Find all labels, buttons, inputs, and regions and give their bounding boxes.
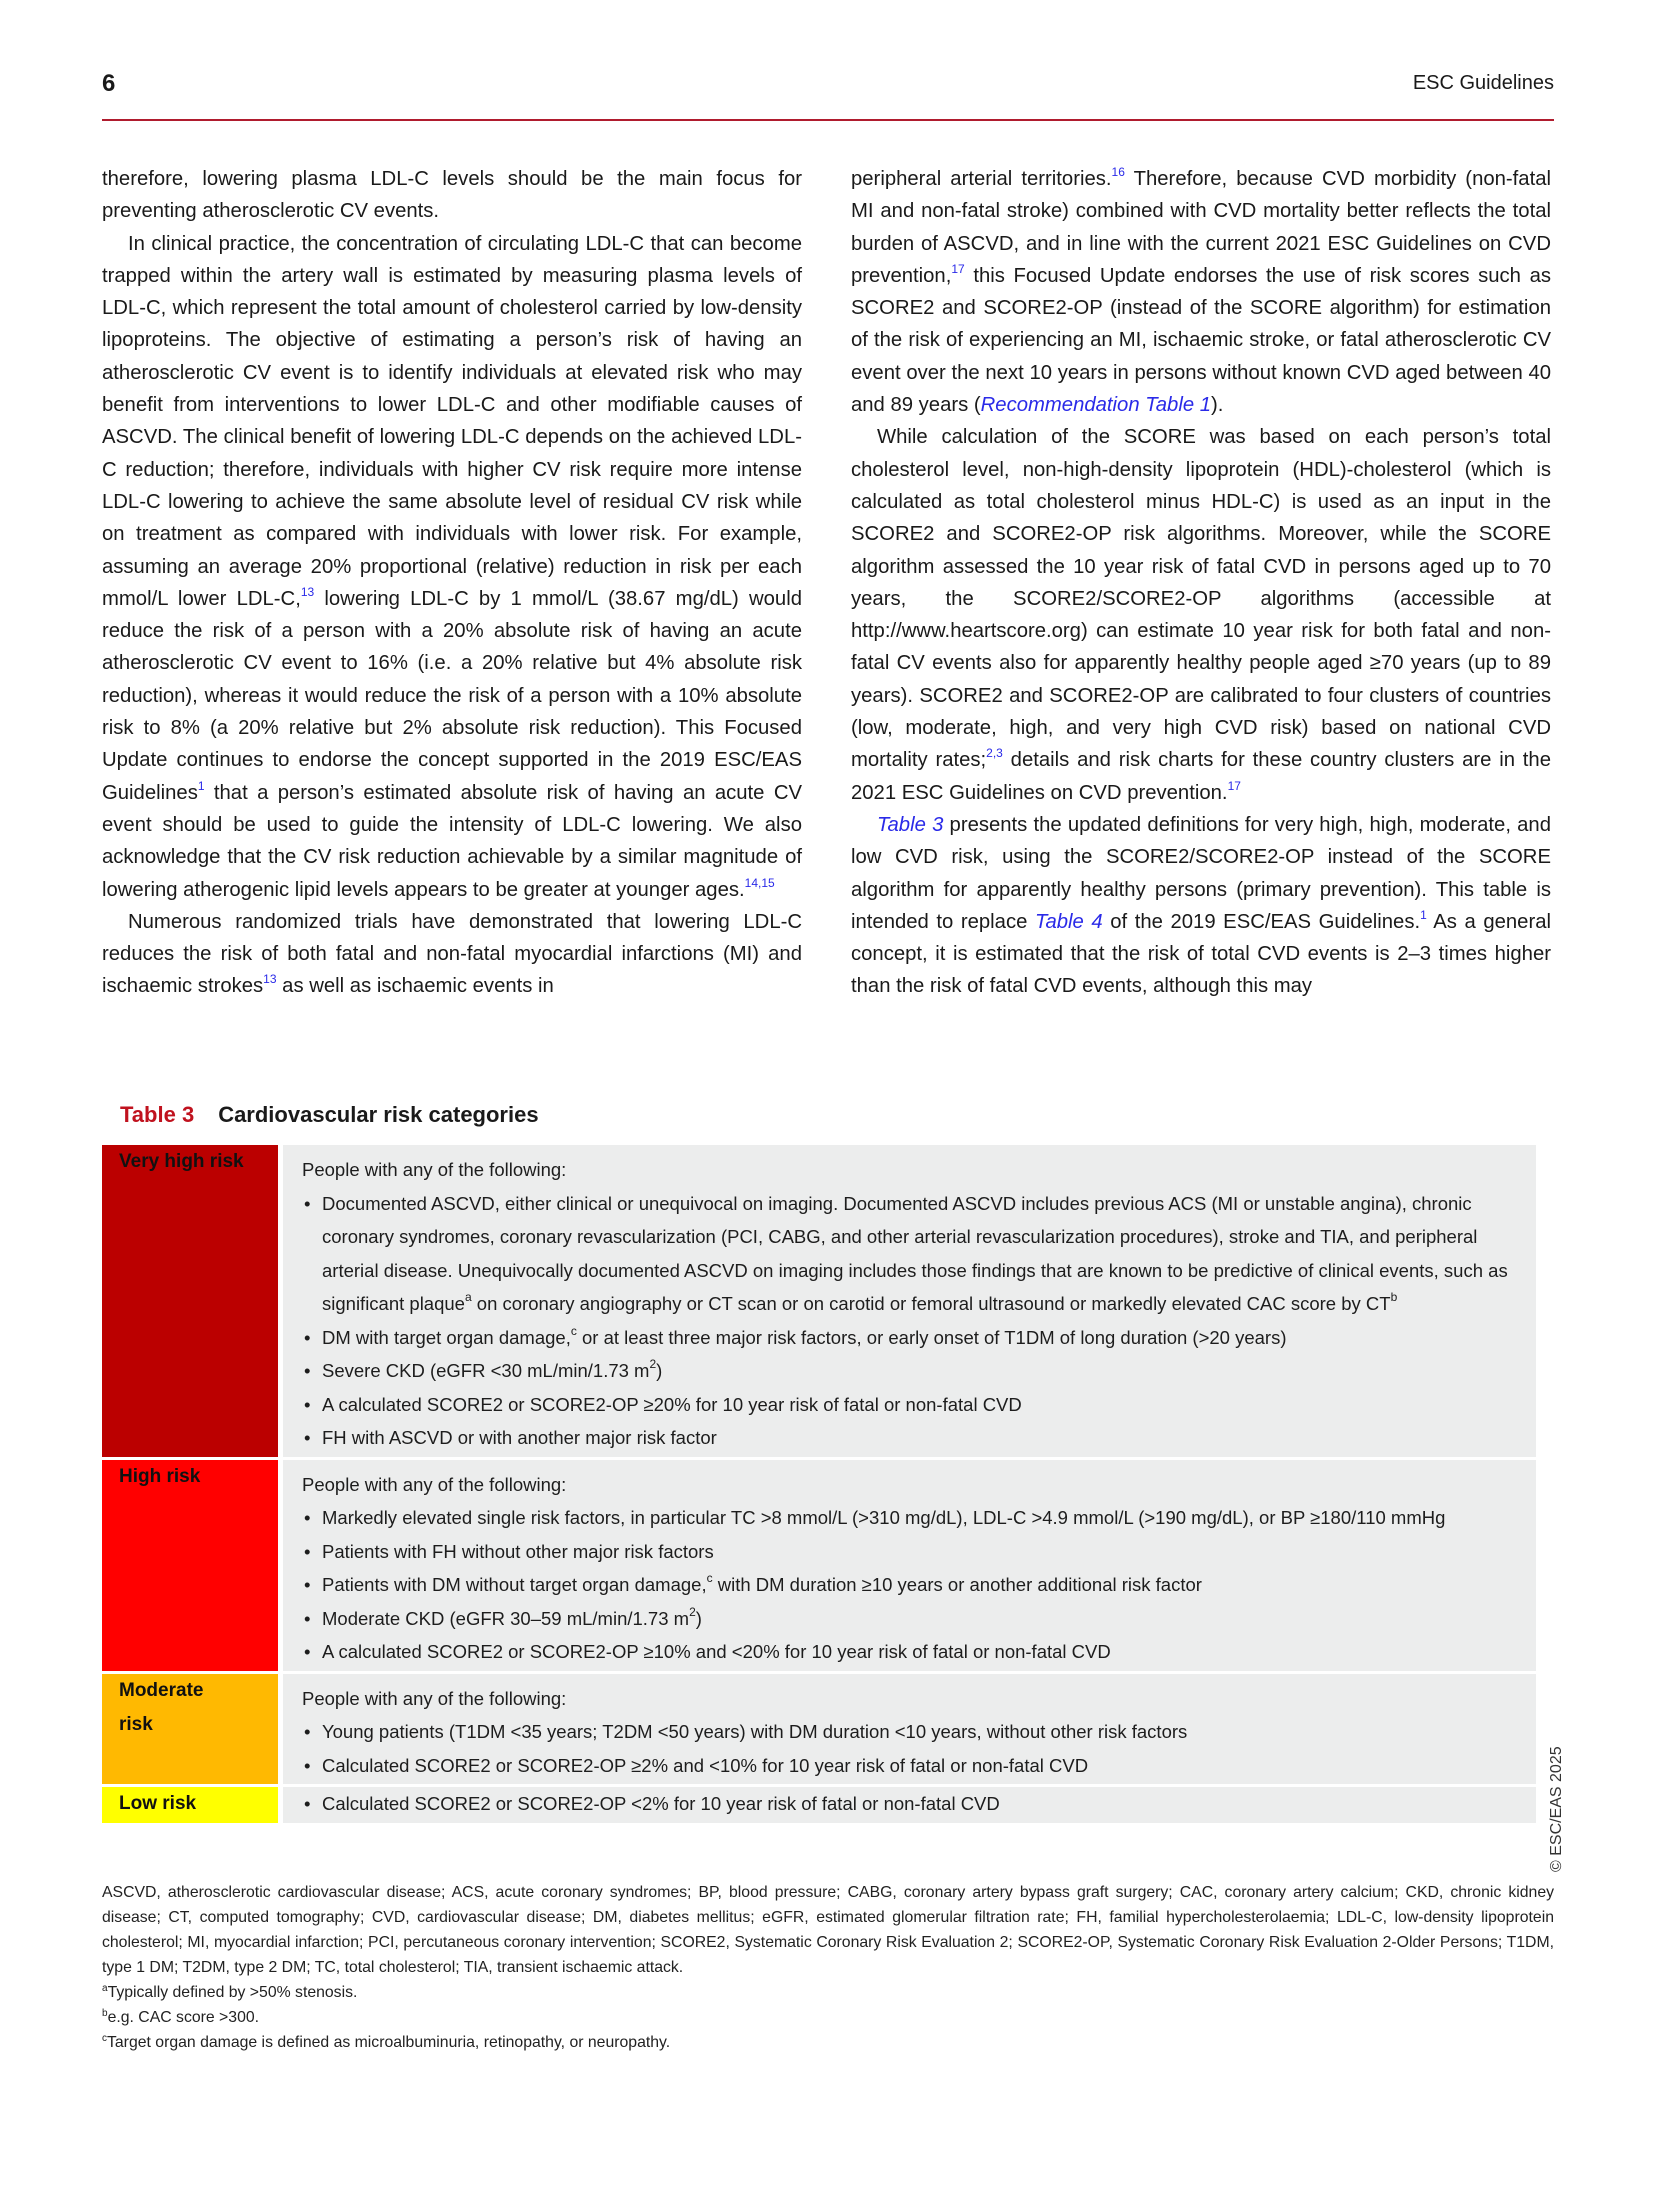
criteria-text: DM with target organ damage, xyxy=(322,1326,571,1348)
citation-link[interactable]: 1 xyxy=(197,778,205,793)
criteria-text: Moderate CKD (eGFR 30–59 mL/min/1.73 m xyxy=(322,1607,690,1629)
criteria-item xyxy=(302,1187,1536,1321)
risk-label: Moderate risk xyxy=(102,1674,278,1785)
criteria-item xyxy=(302,1354,1536,1388)
paragraph-text: While calculation of the SCORE was based on each person’s total cholesterol level, non-high-density lipoprotein (HDL)-cholesterol (which is calculated as total cholesterol minus HDL-C) is used as an input in the SCORE2 and SCORE2-OP risk algorithms. Moreover, while the SCORE algorithm assessed the 10 year risk of fatal CVD in persons aged up to 70 years, the SCORE2/SCORE2-OP algorithms (accessible at http://www.heartscore.org) can estimate 10 year risk for both fatal and non-fatal CV events also for apparently healthy people aged ≥70 years (up to 89 years). SCORE2 and SCORE2-OP are calibrated to four clusters of countries (low, moderate, high, and very high CVD risk) based on national CVD mortality rates; xyxy=(851,426,1551,772)
criteria-intro: People with any of the following: xyxy=(302,1159,567,1180)
footnote-mark: b xyxy=(1390,1290,1398,1304)
paragraph-text: In clinical practice, the concentration of circulating LDL-C that can become trapped within the artery wall is estimated by measuring plasma levels of LDL-C, which represent the total amount of cholesterol carried by low-density lipoproteins. The objective of estimating a person’s risk of having an atherosclerotic CV event is to identify individuals at elevated risk who may benefit from interventions to lower LDL-C and other modifiable causes of ASCVD. The clinical benefit of lowering LDL-C depends on the achieved LDL-C reduction; therefore, individuals with higher CV risk require more intense LDL-C lowering to achieve the same absolute level of residual CV risk while on treatment as compared with individuals with lower risk. For example, assuming an average 20% proportional (relative) reduction in risk per each mmol/L lower LDL-C, xyxy=(102,232,802,610)
paragraph-text: that a person’s estimated absolute risk of having an acute CV event should be used to guide the intensity of LDL-C lowering. We also acknowledge that the CV risk reduction achievable by a similar magnitude of lowering atherogenic lipid levels appears to be greater at younger ages. xyxy=(102,781,802,901)
criteria-item: • A calculated SCORE2 or SCORE2-OP ≥20% for 10 year risk of fatal or non-fatal CVD xyxy=(302,1388,1536,1422)
risk-label-text: Very high risk xyxy=(119,1151,244,1172)
risk-row-high xyxy=(102,1460,1536,1671)
risk-categories-table xyxy=(102,1145,1536,1826)
citation-link[interactable]: 13 xyxy=(300,584,315,599)
right-column xyxy=(851,163,1551,1003)
superscript: 2 xyxy=(649,1357,657,1371)
paragraph xyxy=(102,906,802,1003)
citation-link[interactable]: 1 xyxy=(1420,907,1427,922)
criteria-item: • Markedly elevated single risk factors, in particular TC >8 mmol/L (>310 mg/dL), LDL-C >4.9 mmol/L (>190 mg/dL), or BP ≥180/110 mmHg xyxy=(302,1501,1536,1535)
risk-label: High risk xyxy=(102,1460,278,1671)
criteria-list xyxy=(302,1715,1536,1782)
copyright-notice: © ESC/EAS 2025 xyxy=(1548,1746,1565,1872)
footnote-text: Target organ damage is defined as microalbuminuria, retinopathy, or neuropathy. xyxy=(107,2034,671,2051)
table-3-link[interactable]: Table 3 xyxy=(877,813,944,836)
footnote-c xyxy=(102,2030,1554,2055)
risk-criteria xyxy=(283,1674,1536,1785)
table-number: Table 3 xyxy=(120,1102,195,1127)
risk-row-very-high xyxy=(102,1145,1536,1457)
criteria-item: • A calculated SCORE2 or SCORE2-OP ≥10% and <20% for 10 year risk of fatal or non-fatal CVD xyxy=(302,1635,1536,1669)
paragraph xyxy=(102,163,802,228)
risk-criteria xyxy=(283,1787,1536,1823)
footnote-mark: a xyxy=(102,1983,108,1994)
citation-link[interactable]: 16 xyxy=(1111,165,1125,179)
criteria-intro: People with any of the following: xyxy=(302,1687,567,1709)
paragraph-text: Therefore, because CVD morbidity (non-fatal MI and non-fatal stroke) combined with CVD mortality better reflects the total burden of ASCVD, and in line with the current 2021 ESC Guidelines on CVD prevention, xyxy=(851,168,1551,287)
criteria-item: • Young patients (T1DM <35 years; T2DM <50 years) with DM duration <10 years, without other risk factors xyxy=(302,1715,1536,1749)
paragraph xyxy=(851,421,1551,809)
risk-label: Low risk xyxy=(102,1787,278,1823)
criteria-item xyxy=(302,1602,1536,1636)
risk-criteria xyxy=(283,1460,1536,1671)
criteria-text: ) xyxy=(656,1360,663,1381)
paragraph-text: this Focused Update endorses the use of risk scores such as SCORE2 and SCORE2-OP (instead of the SCORE algorithm) for estimation of the risk of experiencing an MI, ischaemic stroke, or fatal atherosclerotic CV event over the next 10 years in persons without known CVD aged between 40 and 89 years ( xyxy=(851,264,1551,417)
criteria-list xyxy=(302,1787,1536,1821)
running-head: ESC Guidelines xyxy=(1412,72,1554,94)
risk-row-low xyxy=(102,1787,1536,1823)
criteria-item: • Patients with FH without other major risk factors xyxy=(302,1535,1536,1569)
recommendation-table-link[interactable]: Recommendation Table 1 xyxy=(980,394,1212,417)
criteria-text: with DM duration ≥10 years or another additional risk factor xyxy=(712,1574,1202,1595)
paragraph-text: As a general concept, it is estimated that the risk of total CVD events is 2–3 times higher than the risk of fatal CVD events, although this may xyxy=(851,910,1551,998)
superscript: 2 xyxy=(689,1604,696,1619)
paragraph-text: ). xyxy=(1211,394,1224,417)
criteria-text: Severe CKD (eGFR <30 mL/min/1.73 m xyxy=(322,1360,650,1381)
citation-link[interactable]: 13 xyxy=(263,972,277,987)
paragraph xyxy=(851,809,1551,1003)
paragraph xyxy=(851,163,1551,421)
paragraph-text: Numerous randomized trials have demonstrated that lowering LDL-C reduces the risk of both fatal and non-fatal myocardial infarctions (MI) and ischaemic strokes xyxy=(102,910,802,998)
criteria-item: • Calculated SCORE2 or SCORE2-OP ≥2% and <10% for 10 year risk of fatal or non-fatal CVD xyxy=(302,1749,1536,1783)
criteria-text: ) xyxy=(695,1607,702,1629)
citation-link[interactable]: 17 xyxy=(1227,778,1241,793)
header-rule xyxy=(102,119,1554,121)
page-number: 6 xyxy=(102,70,116,97)
citation-link[interactable]: 2,3 xyxy=(986,746,1003,761)
paragraph-text: presents the updated definitions for very high, high, moderate, and low CVD risk, using the SCORE2/SCORE2-OP instead of the SCORE algorithm for apparently healthy persons (primary prevention). This table is intended to replace xyxy=(851,813,1551,933)
footnote-mark: a xyxy=(464,1290,472,1304)
paragraph-text: peripheral arterial territories. xyxy=(851,168,1112,190)
paragraph-text: of the 2019 ESC/EAS Guidelines. xyxy=(1102,910,1421,933)
criteria-list xyxy=(302,1501,1536,1669)
criteria-text: Documented ASCVD, either clinical or unequivocal on imaging. Documented ASCVD includes previous ACS (MI or unstable angina), chronic coronary syndromes, coronary revascularization (PCI, CABG, and other arterial revascularization procedures), stroke and TIA, and peripheral arterial disease. Unequivocally documented ASCVD on imaging includes those findings that are known to be predictive of clinical events, such as significant plaque xyxy=(322,1192,1508,1314)
footnote-mark: c xyxy=(570,1323,577,1338)
criteria-item xyxy=(302,1321,1536,1355)
footnote-mark: c xyxy=(706,1571,713,1585)
citation-link[interactable]: 17 xyxy=(951,261,965,276)
footnote-b xyxy=(102,2005,1554,2030)
table-title: Cardiovascular risk categories xyxy=(218,1102,539,1127)
criteria-text: on coronary angiography or CT scan or on carotid or femoral ultrasound or markedly elevated CAC score by CT xyxy=(471,1293,1391,1314)
table-caption xyxy=(120,1102,539,1128)
paragraph xyxy=(102,228,802,906)
footnote-text: Typically defined by >50% stenosis. xyxy=(107,1984,358,2001)
criteria-list xyxy=(302,1187,1536,1455)
paragraph-text: therefore, lowering plasma LDL-C levels should be the main focus for preventing atherosclerotic CV events. xyxy=(102,168,802,223)
table-footnotes xyxy=(102,1880,1554,2055)
footnote-mark: c xyxy=(102,2033,107,2044)
footnote-a xyxy=(102,1980,1554,2005)
paragraph-text: lowering LDL-C by 1 mmol/L (38.67 mg/dL) would reduce the risk of a person with a 20% absolute risk of having an acute atherosclerotic CV event to 16% (i.e. a 20% relative but 4% absolute risk reduction), whereas it would reduce the risk of a person with a 10% absolute risk to 8% (a 20% relative but 2% absolute risk reduction). This Focused Update continues to endorse the concept supported in the 2019 ESC/EAS Guidelines xyxy=(102,587,802,804)
footnote-mark: b xyxy=(102,2008,108,2019)
abbreviations: ASCVD, atherosclerotic cardiovascular disease; ACS, acute coronary syndromes; BP, blood pressure; CABG, coronary artery bypass graft surgery; CAC, coronary artery calcium; CKD, chronic kidney disease; CT, computed tomography; CVD, cardiovascular disease; DM, diabetes mellitus; eGFR, estimated glomerular filtration rate; FH, familial hypercholesterolaemia; LDL-C, low-density lipoprotein cholesterol; MI, myocardial infarction; PCI, percutaneous coronary intervention; SCORE2, Systematic Coronary Risk Evaluation 2; SCORE2-OP, Systematic Coronary Risk Evaluation 2-Older Persons; T1DM, type 1 DM; T2DM, type 2 DM; TC, total cholesterol; TIA, transient ischaemic attack. xyxy=(102,1884,1554,1976)
criteria-intro: People with any of the following: xyxy=(302,1473,567,1495)
criteria-item: • Calculated SCORE2 or SCORE2-OP <2% for 10 year risk of fatal or non-fatal CVD xyxy=(302,1787,1536,1821)
criteria-item: • FH with ASCVD or with another major risk factor xyxy=(302,1421,1536,1455)
criteria-item xyxy=(302,1568,1536,1602)
table-4-link[interactable]: Table 4 xyxy=(1034,910,1103,933)
risk-row-moderate xyxy=(102,1674,1536,1785)
footnote-text: e.g. CAC score >300. xyxy=(107,2009,260,2026)
left-column xyxy=(102,163,802,1003)
page-header xyxy=(102,70,1554,100)
risk-label xyxy=(102,1145,278,1457)
paragraph-text: as well as ischaemic events in xyxy=(276,975,554,998)
citation-link[interactable]: 14,15 xyxy=(744,875,775,890)
paragraph-text: details and risk charts for these country clusters are in the 2021 ESC Guidelines on CVD prevention. xyxy=(851,749,1551,804)
risk-criteria xyxy=(283,1145,1536,1457)
criteria-text: or at least three major risk factors, or early onset of T1DM of long duration (>20 years) xyxy=(576,1326,1287,1348)
criteria-text: Patients with DM without target organ damage, xyxy=(322,1574,707,1595)
